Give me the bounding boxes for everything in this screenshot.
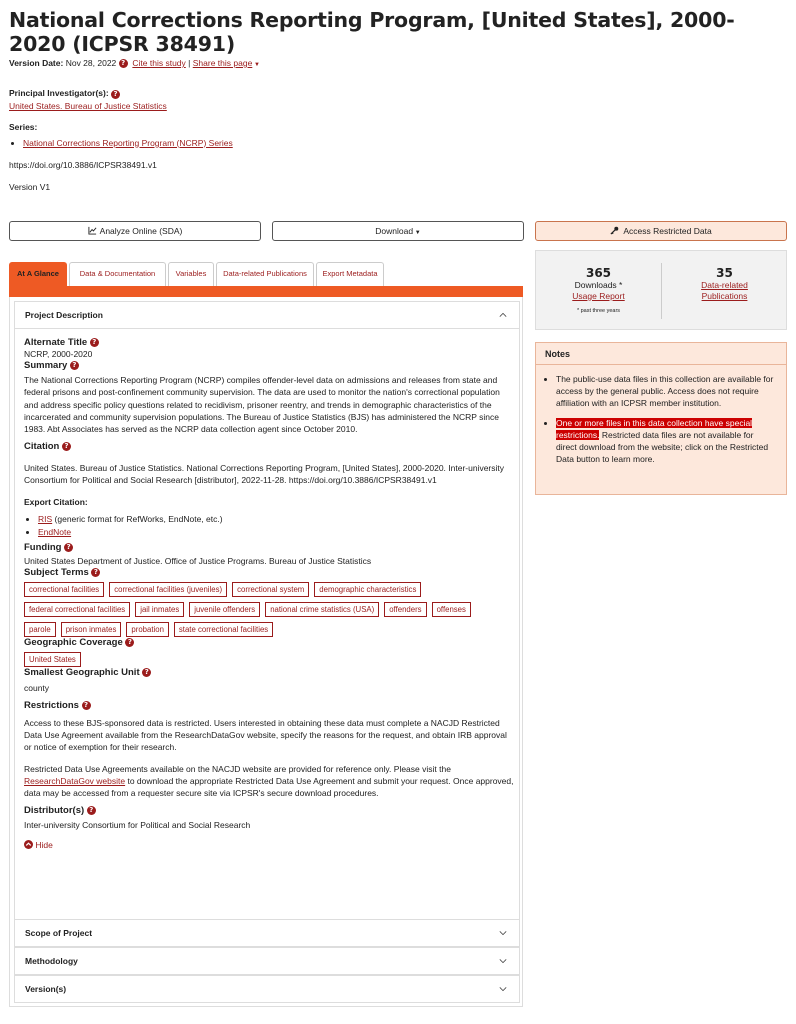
subject-tag[interactable]: correctional facilities <box>24 582 104 597</box>
download-button[interactable] <box>272 221 524 241</box>
series-link[interactable]: National Corrections Reporting Program (NCRP) Series <box>23 137 233 148</box>
heading-text: Geographic Coverage <box>24 636 123 648</box>
subject-terms-heading <box>24 567 514 578</box>
list-item <box>556 417 776 465</box>
series-list <box>9 138 787 148</box>
export-citation-heading: Export Citation: <box>24 496 88 507</box>
researchdatagov-link[interactable]: ResearchDataGov website <box>24 775 126 786</box>
chevron-up-circle-icon <box>24 840 33 849</box>
citation-text: United States. Bureau of Justice Statistics. National Corrections Reporting Program, [United States], 2000-2020. Inter-university Consortium for Political and Social Research [distributor], 2022-11-28. https://doi.org/10.3886/ICPSR38491.v1 <box>24 463 505 486</box>
tab-bar <box>9 262 523 286</box>
series-label: Series: <box>9 121 38 132</box>
accordion-label: Project Description <box>25 310 103 320</box>
subject-tag[interactable]: probation <box>126 622 169 637</box>
list-item: • The public-use data files in this collection are available for access by the general public. Access does not require affiliation with an ICPSR member institution. <box>556 373 776 409</box>
restrictions-heading <box>24 700 514 711</box>
geo-tag[interactable]: United States <box>24 652 81 667</box>
summary-heading <box>24 360 514 371</box>
ris-desc: (generic format for RefWorks, EndNote, etc.) <box>52 513 223 524</box>
list-item <box>23 138 787 148</box>
export-citation-list <box>24 514 514 537</box>
publications-link[interactable]: Publications <box>701 291 748 301</box>
heading-text: Smallest Geographic Unit <box>24 666 140 678</box>
subject-terms <box>24 582 504 637</box>
help-icon[interactable]: ? <box>91 568 100 577</box>
heading-text: Restrictions <box>24 700 79 712</box>
alternate-title: NCRP, 2000-2020 <box>24 349 93 359</box>
help-icon[interactable]: ? <box>64 543 73 552</box>
version: Version V1 <box>9 181 51 192</box>
publications-stat <box>662 266 787 302</box>
geographic-coverage-heading <box>24 637 514 648</box>
tab-export-metadata[interactable]: Export Metadata <box>316 262 384 286</box>
help-icon[interactable]: ? <box>119 59 128 68</box>
ris-link[interactable]: RIS <box>38 513 53 524</box>
subject-tag[interactable]: prison inmates <box>61 622 122 637</box>
accordion-label: Methodology <box>25 956 78 966</box>
subject-tag[interactable]: demographic characteristics <box>314 582 421 597</box>
help-icon[interactable]: ? <box>90 338 99 347</box>
doi: https://doi.org/10.3886/ICPSR38491.v1 <box>9 159 157 170</box>
restrictions-text-a: Restricted Data Use Agreements available on the NACJD website are provided for reference only. Please visit the <box>24 763 451 774</box>
restrictions-text-1: Access to these BJS-sponsored data is restricted. Users interested in obtaining these data must complete a NACJD Restricted Data Use Agreement available from the ResearchDataGov website, specify the reasons for the request, and obtain IRB approval or notice of exemption for their research. <box>24 718 507 753</box>
help-icon[interactable]: ? <box>125 638 134 647</box>
restrictions-text-2 <box>24 763 514 800</box>
downloads-label: Downloads * <box>574 280 623 290</box>
heading-text: Funding <box>24 541 62 553</box>
accordion-versions[interactable] <box>14 975 520 1003</box>
restriction-highlight: One or more files in this data collection have special restrictions. <box>556 418 753 440</box>
funding-text: United States Department of Justice. Office of Justice Programs. Bureau of Justice Statistics <box>24 555 372 566</box>
accordion-label: Scope of Project <box>25 928 93 938</box>
chevron-down-icon <box>499 929 507 937</box>
subject-tag[interactable]: jail inmates <box>135 602 184 617</box>
version-date-label: Version Date: <box>9 58 64 68</box>
separator: | <box>188 58 191 68</box>
cite-link[interactable]: Cite this study <box>132 58 186 68</box>
downloads-stat <box>536 266 661 317</box>
notes-list <box>536 373 786 465</box>
version-line <box>9 58 787 68</box>
tab-underline <box>9 286 523 297</box>
subject-tag[interactable]: juvenile offenders <box>189 602 260 617</box>
page <box>9 0 787 994</box>
data-related-link[interactable]: Data-related <box>701 280 748 290</box>
pi-label <box>9 88 787 98</box>
accordion-methodology[interactable] <box>14 947 520 975</box>
downloads-footnote: * past three years <box>576 308 621 314</box>
subject-tag[interactable]: offenders <box>384 602 426 617</box>
heading-text: Alternate Title <box>24 337 88 348</box>
publications-count: 35 <box>716 266 733 280</box>
key-icon <box>610 226 619 235</box>
subject-tag[interactable]: correctional system <box>232 582 309 597</box>
stats-box <box>535 250 787 330</box>
chevron-down-icon <box>499 985 507 993</box>
help-icon[interactable]: ? <box>70 361 79 370</box>
accordion-scope-of-project[interactable] <box>14 919 520 947</box>
analyze-label: Analyze Online (SDA) <box>99 226 183 236</box>
button-row <box>9 221 787 241</box>
endnote-link[interactable]: EndNote <box>38 526 72 537</box>
chart-icon <box>88 226 97 235</box>
usage-report-link[interactable]: Usage Report <box>572 291 625 301</box>
access-restricted-data-button[interactable] <box>535 221 787 241</box>
pi-label-text: Principal Investigator(s): <box>9 88 109 99</box>
project-description-content <box>24 337 514 850</box>
accordion-project-description[interactable] <box>14 301 520 329</box>
help-icon[interactable]: ? <box>111 90 120 99</box>
heading-text: Distributor(s) <box>24 805 85 817</box>
help-icon[interactable]: ? <box>87 806 96 815</box>
notes-title: Notes <box>536 343 786 365</box>
version-date: Nov 28, 2022 <box>65 58 117 68</box>
analyze-online-button[interactable] <box>9 221 261 241</box>
list-item <box>38 527 514 537</box>
subject-tag[interactable]: parole <box>24 622 56 637</box>
distributor-text: Inter-university Consortium for Political and Social Research <box>24 820 251 831</box>
help-icon[interactable]: ? <box>142 668 151 677</box>
notes-box <box>535 342 787 495</box>
heading-text: Subject Terms <box>24 566 89 578</box>
list-item <box>38 514 514 524</box>
subject-tag[interactable]: correctional facilities (juveniles) <box>109 582 227 597</box>
tab-at-a-glance[interactable]: At A Glance <box>9 262 67 286</box>
hide-toggle[interactable] <box>24 840 514 850</box>
access-label: Access Restricted Data <box>623 226 712 236</box>
alternate-title-heading <box>24 337 514 348</box>
help-icon[interactable]: ? <box>82 701 91 710</box>
share-link[interactable]: Share this page <box>192 58 253 68</box>
help-icon[interactable]: ? <box>62 442 71 451</box>
caret-down-icon: ▼ <box>413 230 421 236</box>
accordion-label: Version(s) <box>25 984 67 994</box>
restrictions-text-b: to download the appropriate Restricted Data Use Agreement and submit your request. Once approved, data may be accessed from a requester secure site via ICPSR's secure download procedures. <box>24 775 514 799</box>
pi-link[interactable]: United States. Bureau of Justice Statistics <box>9 100 167 111</box>
subject-tag[interactable]: state correctional facilities <box>174 622 273 637</box>
downloads-count: 365 <box>585 266 612 280</box>
geographic-coverage <box>24 652 504 667</box>
tab-panel <box>9 297 523 1007</box>
citation-heading <box>24 441 514 452</box>
subject-tag[interactable]: offenses <box>432 602 471 617</box>
heading-text: Summary <box>24 360 68 372</box>
summary-text: The National Corrections Reporting Program (NCRP) compiles offender-level data on admissions and releases from state and federal prisons and post-confinement community supervision. The data are used to monitor the nation's correctional population and address specific policy questions related to recidivism, prisoner reentry, and trends in demographic characteristics of the incarcerated and community supervision populations. The Bureau of Justice Statistics (BJS) has administered the NCRP since 1983. Abt Associates has served as the NCRP data collection agent since October 2010. <box>24 375 500 435</box>
download-label: Download <box>375 226 414 236</box>
chevron-down-icon <box>499 957 507 965</box>
caret-down-icon[interactable]: ▼ <box>252 62 260 68</box>
tab-data-related-publications[interactable]: Data-related Publications <box>216 262 314 286</box>
tab-variables[interactable]: Variables <box>168 262 214 286</box>
smallest-geo: county <box>24 682 50 693</box>
smallest-geo-heading <box>24 667 514 678</box>
heading-text: Citation <box>24 441 60 453</box>
subject-tag[interactable]: federal correctional facilities <box>24 602 130 617</box>
hide-label: Hide <box>35 840 53 851</box>
funding-heading <box>24 542 514 553</box>
tab-data-documentation[interactable]: Data & Documentation <box>69 262 166 286</box>
subject-tag[interactable]: national crime statistics (USA) <box>265 602 379 617</box>
note-text: Restricted data files are not available for direct download from the website; click on the Restricted Data button to learn more. <box>556 430 769 464</box>
distributor-heading <box>24 805 514 816</box>
page-title: National Corrections Reporting Program, [United States], 2000-2020 (ICPSR 38491) <box>9 8 735 56</box>
chevron-up-icon <box>499 311 507 319</box>
